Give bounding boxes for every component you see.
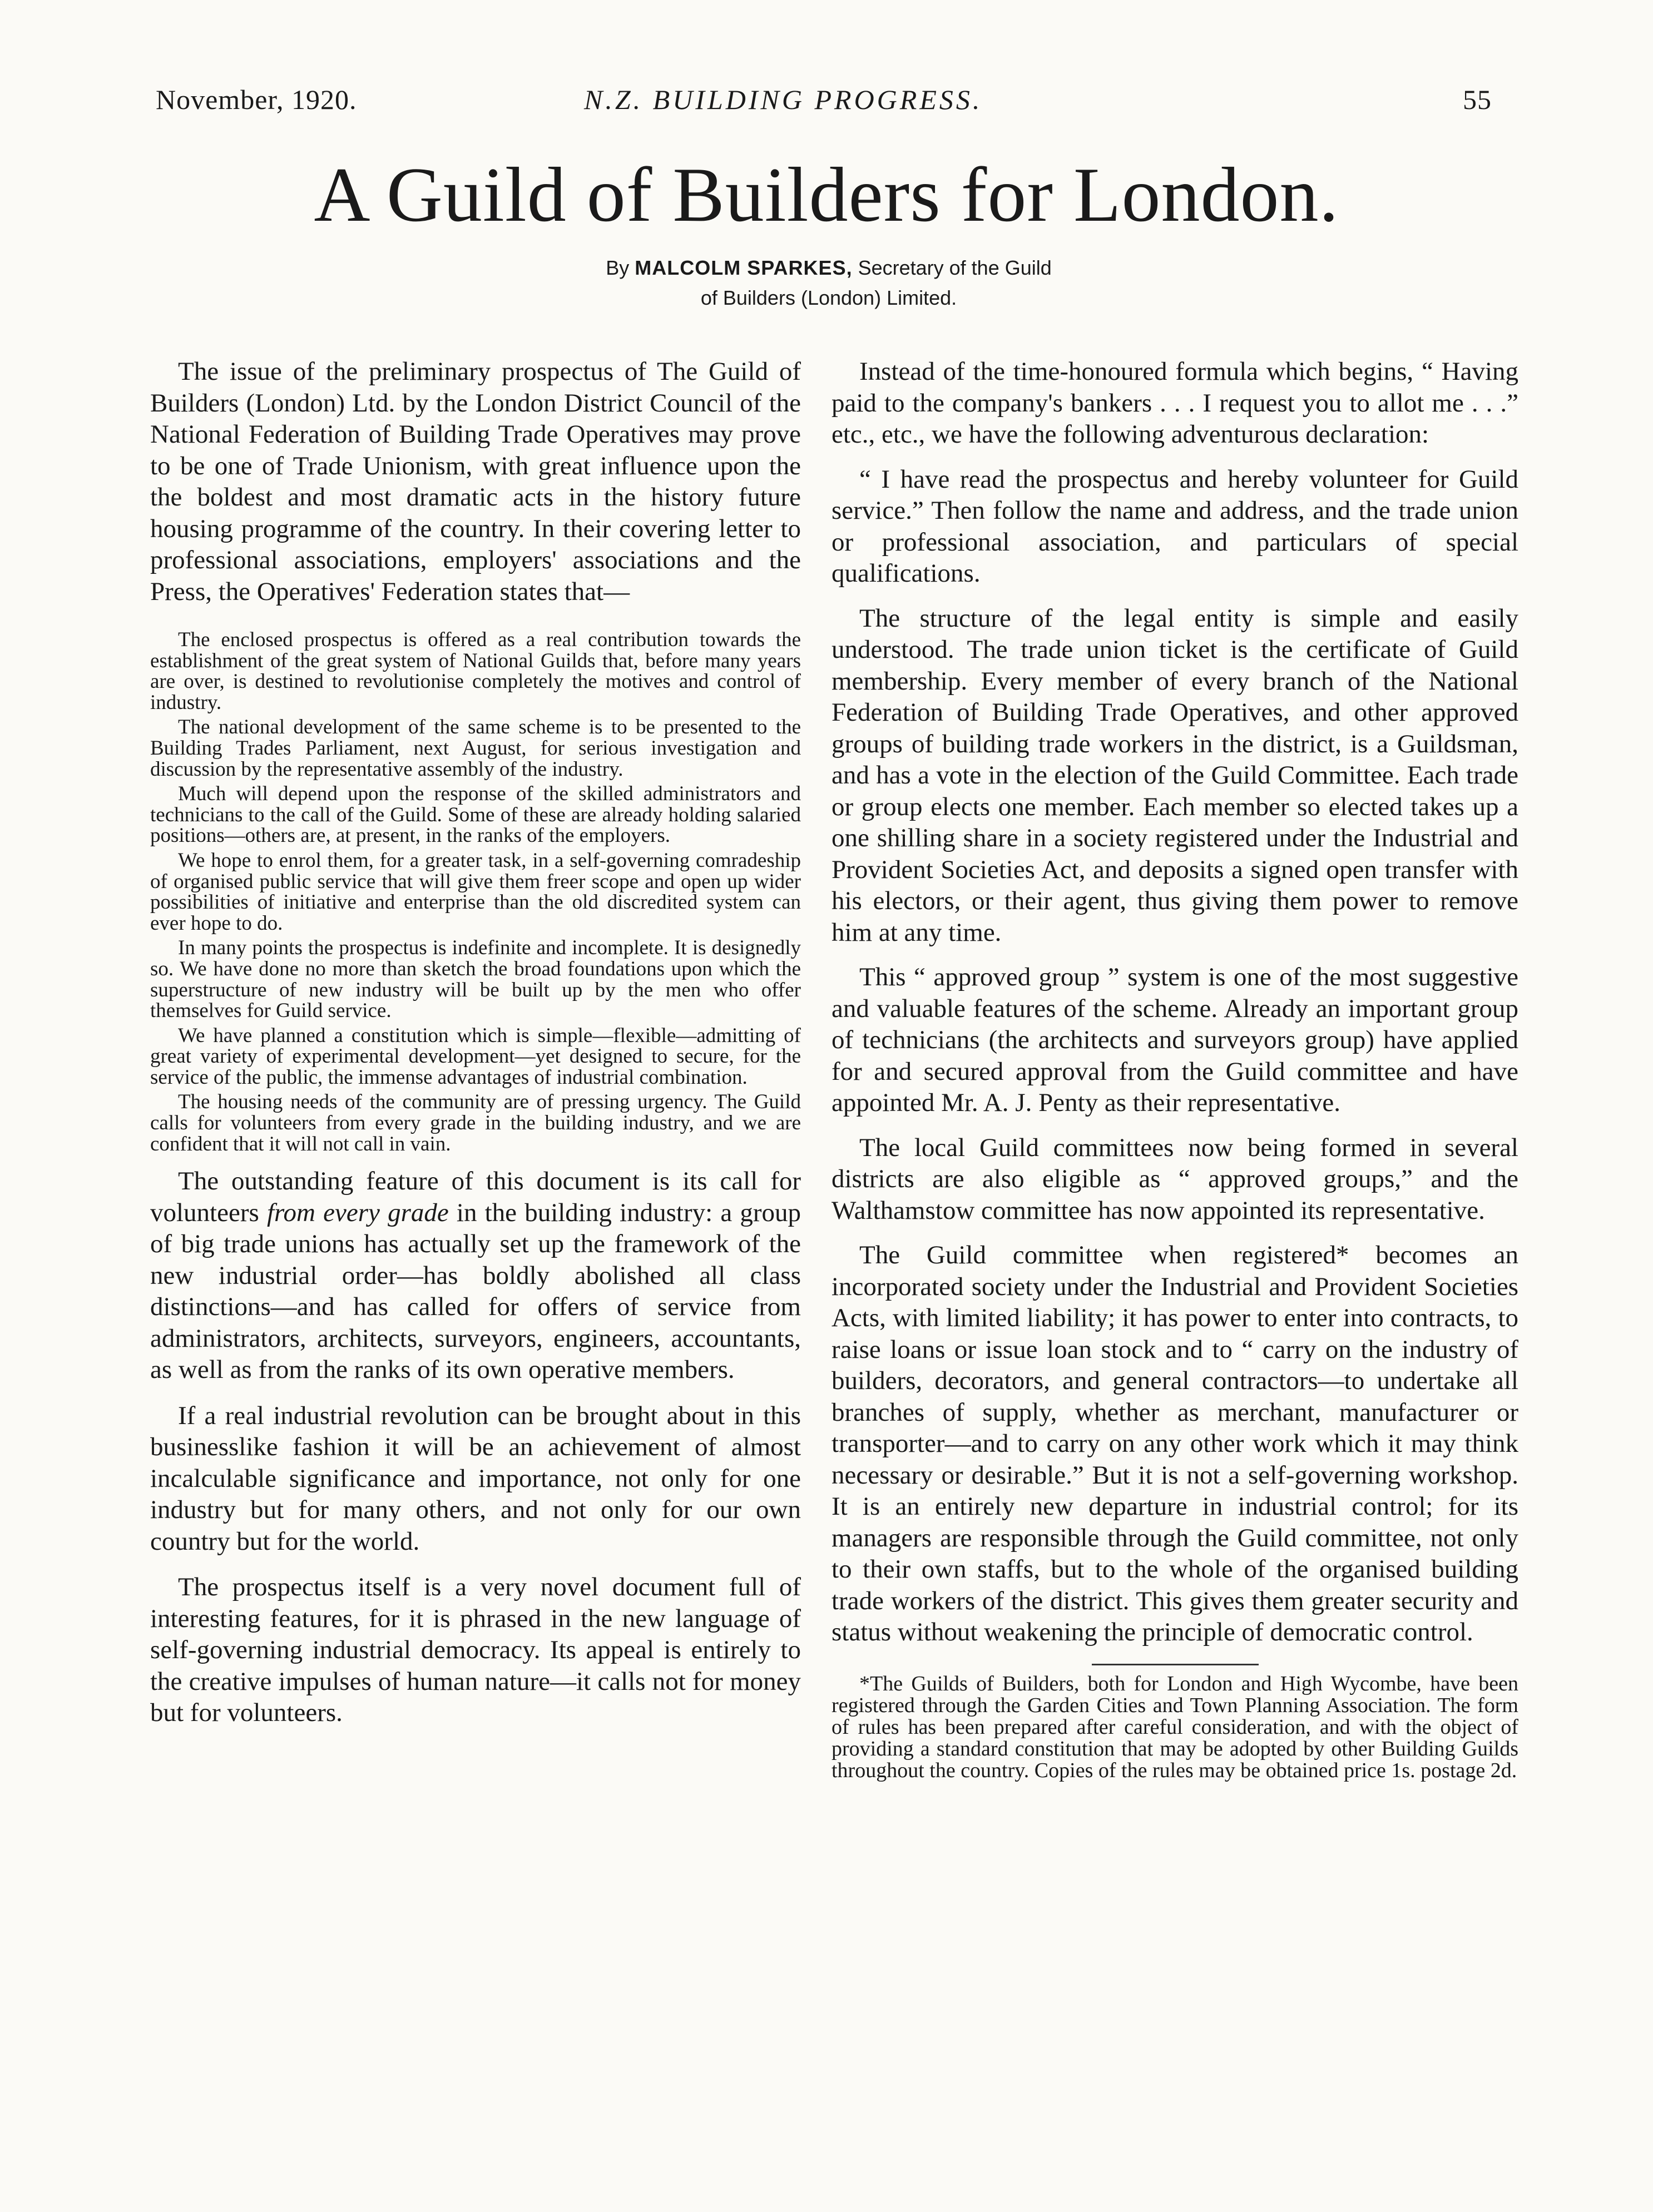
page-number: 55: [1463, 84, 1492, 115]
quoted-letter: [150, 629, 801, 1154]
quote-paragraph: Much will depend upon the response of the skilled administrators and technicians to the call of the Guild. Some of these are already holding salaried positions—others are, at present, in the ranks of the employers.: [150, 782, 801, 847]
article-title: A Guild of Builders for London.: [314, 152, 1339, 238]
body-paragraph: The Guild committee when registered* becomes an incorporated society under the Industrial and Provident Societies Acts, with limited liability; it has power to enter into contracts, to raise loans or issue loan stock and to “ carry on the industry of builders, decorators, and general contractors—to undertake all branches of supply, whether as merchant, manufacturer or transporter—and to carry on any other work which it may think necessary or desirable.” But it is not a self-governing workshop. It is an entirely new departure in industrial control; for its managers are responsible through the Guild committee, not only to their own staffs, but to the whole of the organised building trade workers of the district. This gives them greater security and status without weakening the principle of democratic control.: [832, 1241, 1518, 1646]
quote-paragraph: In many points the prospectus is indefinite and incomplete. It is designedly so. We have done no more than sketch the broad foundations upon which the superstructure of new industry will be built up by the men who offer themselves for Guild service.: [150, 936, 801, 1023]
journal-title: N.Z. BUILDING PROGRESS.: [584, 84, 983, 115]
body-paragraph: Instead of the time-honoured formula which begins, “ Having paid to the company's bankers . . . I request you to allot me . . .” etc., etc., we have the following adventurous declaration:: [832, 357, 1518, 449]
body-paragraph: The structure of the legal entity is simple and easily understood. The trade union ticket is the certificate of Guild membership. Every member of every branch of the National Federation of Building Trade Operatives, and other approved groups of building trade workers in the district, is a Guildsman, and has a vote in the election of the Guild Committee. Each trade or group elects one member. Each member so elected takes up a one shilling share in a society registered under the Industrial and Provident Societies Act, and deposits a signed open transfer with his electors, or their agent, thus giving them power to remove him at any time.: [832, 603, 1518, 947]
author-role: Secretary of the Guild: [858, 256, 1052, 279]
byline-prefix: By: [606, 256, 630, 279]
byline-line-1: [389, 253, 1268, 283]
quote-paragraph: The national development of the same scheme is to be presented to the Building Trades Parliament, next August, for serious investigation and discussion by the representative assembly of the industry.: [150, 716, 801, 781]
body-paragraph: The prospectus itself is a very novel document full of interesting features, for it is phrased in the new language of self-governing industrial democracy. Its appeal is entirely to the creative impulses of human nature—it calls not for money but for volunteers.: [150, 1573, 801, 1728]
body-paragraph: [150, 1165, 801, 1386]
quote-paragraph: We hope to enrol them, for a greater task, in a self-governing comradeship of organised public service that will give them freer scope and open up wider possibilities of initiative and enterprise than the old discredited system can ever hope to do.: [150, 849, 801, 935]
byline: [389, 253, 1268, 313]
right-column: [832, 356, 1518, 1782]
byline-line-2: of Builders (London) Limited.: [700, 286, 957, 309]
body-paragraph: This “ approved group ” system is one of the most suggestive and valuable features of the scheme. Already an important group of technicians (the architects and surveyors group) have applied for and secured approval from the Guild committee and have appointed Mr. A. J. Penty as their representative.: [832, 963, 1518, 1117]
declaration-paragraph: “ I have read the prospectus and hereby volunteer for Guild service.” Then follow the name and address, and the trade union or professional association, and particulars of special qualifications.: [832, 464, 1518, 588]
emphasis: from every grade: [266, 1198, 449, 1227]
text-run: The outstanding feature of this document is its call for volunteers: [150, 1167, 801, 1227]
issue-date: November, 1920.: [156, 84, 357, 115]
quote-paragraph: The enclosed prospectus is offered as a real contribution towards the establishment of the great system of National Guilds that, before many years are over, is destined to revolutionise completely the motives and control of industry.: [150, 628, 801, 714]
intro-paragraph: The issue of the preliminary prospectus of The Guild of Builders (London) Ltd. by the London District Council of the National Federation of Building Trade Operatives may prove to be one of Trade Unionism, with great influence upon the the boldest and most dramatic acts in the history future housing programme of the country. In their covering letter to professional associations, employers' associations and the Press, the Operatives' Federation states that—: [150, 357, 801, 606]
text-run: in the building industry: a group of big trade unions has actually set up the framework of the new industrial order—has boldly abolished all class distinctions—and has called for offers of service from administrators, architects, surveyors, engineers, accountants, as well as from the ranks of its own operative members.: [150, 1198, 801, 1385]
footnote-text: *The Guilds of Builders, both for London and High Wycombe, have been registered through the Garden Cities and Town Planning Association. The form of rules has been prepared after careful consideration, and with the object of providing a standard constitution that may be adopted by other Building Guilds throughout the country. Copies of the rules may be obtained price 1s. postage 2d.: [832, 1672, 1518, 1782]
left-column: [150, 356, 801, 1729]
quote-paragraph: We have planned a constitution which is simple—flexible—admitting of great variety of experimental development—yet designed to secure, for the service of the public, the immense advantages of industrial combination.: [150, 1024, 801, 1089]
footnote-divider: [1092, 1664, 1259, 1665]
author-name: MALCOLM SPARKES,: [635, 256, 853, 279]
page-header: [156, 83, 1492, 122]
footnote: [832, 1673, 1518, 1782]
body-paragraph: The local Guild committees now being formed in several districts are also eligible as “ approved groups,” and the Walthamstow committee has now appointed its representative.: [832, 1133, 1518, 1225]
quote-paragraph: The housing needs of the community are of pressing urgency. The Guild calls for volunteers from every grade in the building industry, and we are confident that it will not call in vain.: [150, 1090, 801, 1155]
body-paragraph: If a real industrial revolution can be brought about in this businesslike fashion it will be an achievement of almost incalculable significance and importance, not only for one industry but for many others, and not only for our own country but for the world.: [150, 1401, 801, 1556]
